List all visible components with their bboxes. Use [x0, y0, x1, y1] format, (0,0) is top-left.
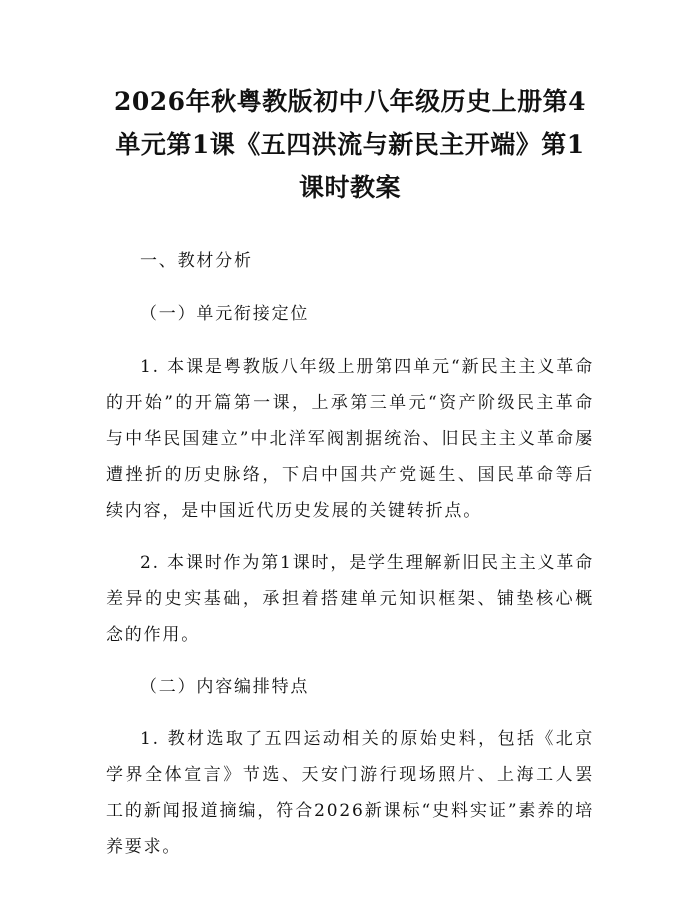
document-title: 2026年秋粤教版初中八年级历史上册第4单元第1课《五四洪流与新民主开端》第1课时教案 — [114, 87, 586, 202]
paragraph-unit-positioning-2: 2. 本课时作为第1课时，是学生理解新旧民主主义革命差异的史实基础，承担着搭建单元知识框架、铺垫核心概念的作用。 — [106, 553, 594, 645]
section-heading-textbook-analysis: 一、教材分析 — [140, 251, 253, 271]
paragraph-unit-positioning-1: 1. 本课是粤教版八年级上册第四单元“新民主主义革命的开始”的开篇第一课，上承第三单元“资产阶级民主革命与中华民国建立”中北洋军阀割据统治、旧民主主义革命屡遭挫折的历史脉络，下启中国共产党诞生、国民革命等后续内容，是中国近代历史发展的关键转折点。 — [106, 357, 594, 521]
paragraph-content-features-1: 1. 教材选取了五四运动相关的原始史料，包括《北京学界全体宣言》节选、天安门游行现场照片、上海工人罢工的新闻报道摘编，符合2026新课标“史料实证”素养的培养要求。 — [106, 729, 594, 857]
subsection-heading-content-features: （二）内容编排特点 — [140, 677, 310, 697]
subsection-heading-unit-positioning: （一）单元衔接定位 — [140, 304, 310, 324]
document-body — [106, 243, 594, 865]
